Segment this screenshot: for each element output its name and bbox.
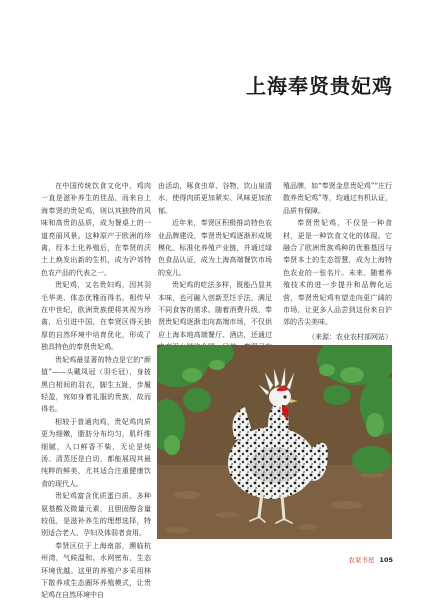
paragraph: 贵妃鸡，又名贵妇鸡，因其羽毛华美、体态优雅而得名。相传早在中世纪，欧洲贵族便将其视为珍禽，后引进中国，在奉贤区得天独厚的自然环境中培育优化，形成了独具特色的奉贤贵妃鸡。 — [41, 281, 151, 352]
paragraph: 在中国传统饮食文化中，鸡肉一直是滋补养生的佳品，而来自上海奉贤的贵妃鸡，则以其独特的风味和高贵的品质，成为餐桌上的一道亮丽风景。这种原产于欧洲的珍禽，经本土化养殖后，在奉贤的沃土上焕发出新的生机，成为沪郊特色农产品的代表之一。 — [41, 182, 151, 277]
magazine-name: 农家书屋 — [348, 556, 375, 564]
paragraph: 奉贤区位于上海南部，濒临杭州湾，气候温和、水网密布，生态环境优越。这里的养殖户多采用林下散养或生态圈环养殖模式，让贵妃鸡在自然环境中自 — [41, 541, 151, 600]
paragraph: 由活动，啄食虫草、谷物，饮山泉清水，使得肉质更加紧实、风味更加浓郁。 — [158, 182, 272, 215]
paragraph: 贵妃鸡富含优质蛋白质、多种氨基酸及微量元素，且胆固醇含量较低，是滋补养生的理想选择，特别适合老人、孕妇及体弱者食用。 — [41, 492, 151, 538]
paragraph: 贵妃鸡最显著的特点是它的“颜值”——头戴凤冠（羽毛冠），身披黑白相间的羽衣，脚生五趾，步履轻盈，宛如身着礼服的贵族，故而得名。 — [41, 355, 151, 414]
paragraph: 殖品牌，如“奉贤金息贵妃鸡”“庄行散养贵妃鸡”等，均通过有机认证，品质有保障。 — [283, 182, 392, 215]
paragraph: 近年来，奉贤区积极推动特色农业品牌建设，奉贤贵妃鸡逐渐形成规模化、标准化养殖产业链，并通过绿色食品认证，成为上海高端餐饮市场的宠儿。 — [158, 219, 272, 277]
paragraph: 贵妃鸡的吃法多样，既能凸显其本味，也可融入创新烹饪手法，满足不同食客的需求。随着消费升级，奉贤贵妃鸡逐渐走向高端市场，不仅供应上海本地高端餐厅、酒店，还通过 — [158, 281, 272, 339]
page-footer — [348, 555, 393, 564]
article-column-1 — [41, 180, 151, 602]
page-number: 105 — [379, 556, 393, 564]
paragraph: 相较于普通肉鸡，贵妃鸡肉质更为细嫩，脂肪分布均匀，肌纤维细腻，入口鲜香不柴，无论是炖汤、清蒸还是白切，都能展现其最纯粹的鲜美，尤其适合注重健康饮食的现代人。 — [41, 417, 151, 488]
hen-photo — [157, 345, 392, 539]
paragraph: 奉贤贵妃鸡，不仅是一种食材，更是一种饮食文化的体现。它融合了欧洲贵族鸡种的优雅基因与奉贤本土的生态智慧，成为上海特色农业的一张名片。未来，随着养殖技术的进一步提升和品牌化运营，奉贤贵妃鸡有望走向更广阔的市场，让更多人品尝到这份来自沪郊的舌尖美味。 — [283, 219, 392, 327]
article-source: （来源：农业农村部网站） — [308, 332, 392, 341]
article-title: 上海奉贤贵妃鸡 — [246, 74, 393, 98]
article-column-2 — [158, 180, 272, 366]
article-column-3 — [283, 180, 392, 343]
